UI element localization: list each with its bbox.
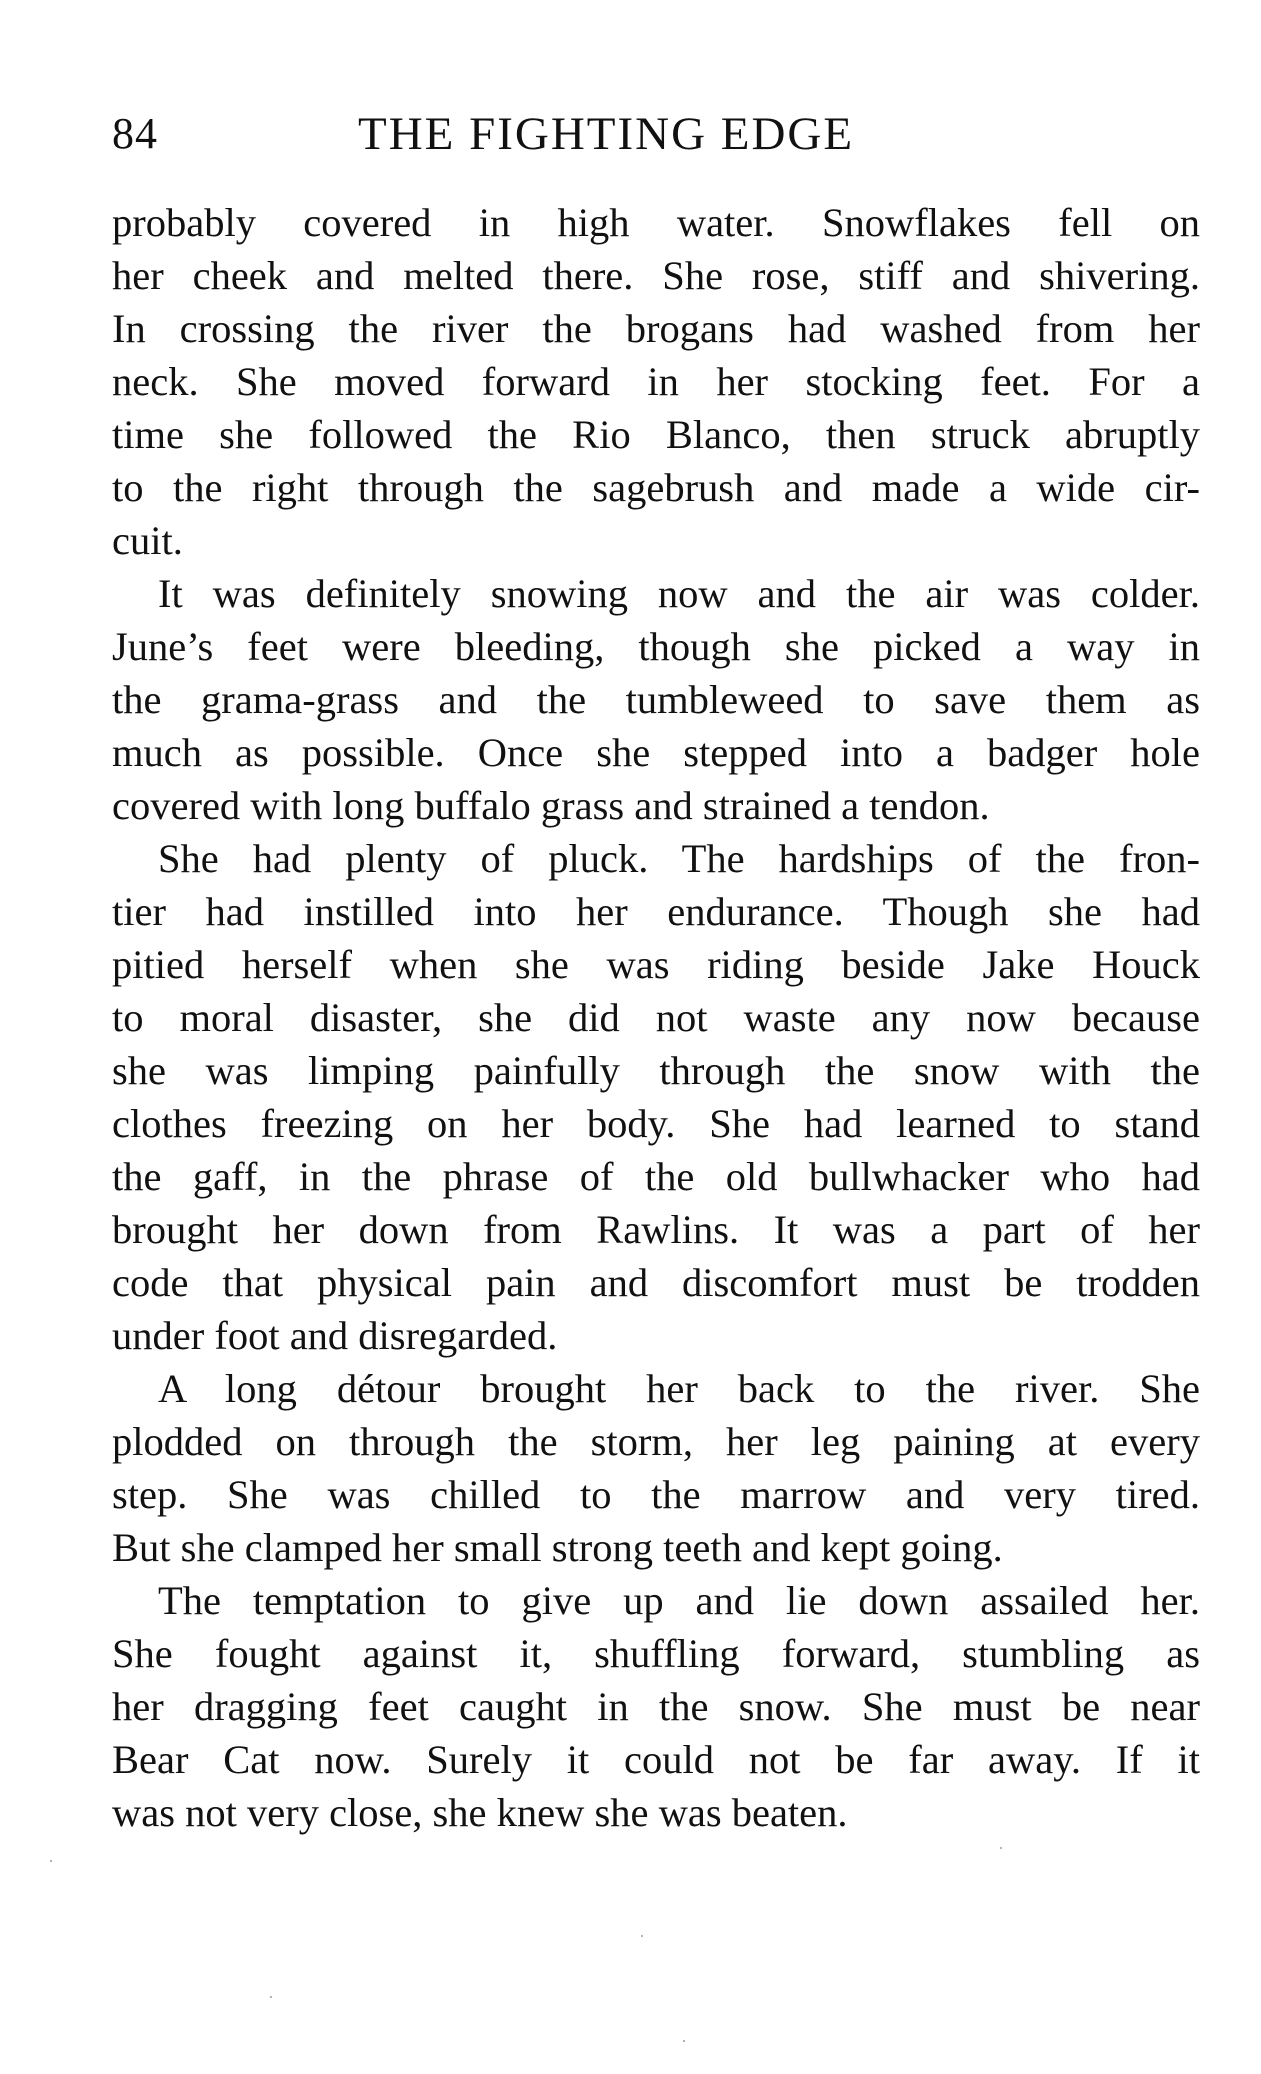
text-line: It was definitely snowing now and the air was colder. — [158, 571, 1200, 616]
text-line: probably covered in high water. Snowflakes fell on — [112, 200, 1200, 245]
text-line: to moral disaster, she did not waste any now because — [112, 995, 1200, 1040]
text-line: In crossing the river the brogans had washed from her — [112, 306, 1200, 351]
text-line: her dragging feet caught in the snow. She must be near — [112, 1684, 1200, 1729]
text-line: plodded on through the storm, her leg paining at every — [112, 1419, 1200, 1464]
body-text — [112, 196, 1200, 1839]
text-line: covered with long buffalo grass and strained a tendon. — [112, 783, 990, 828]
text-line: step. She was chilled to the marrow and very tired. — [112, 1472, 1200, 1517]
paper-speck — [683, 2040, 685, 2042]
text-line: her cheek and melted there. She rose, stiff and shivering. — [112, 253, 1200, 298]
text-line: tier had instilled into her endurance. Though she had — [112, 889, 1200, 934]
text-line: time she followed the Rio Blanco, then struck abruptly — [112, 412, 1200, 457]
paper-speck — [270, 1996, 272, 1998]
text-line: code that physical pain and discomfort must be trodden — [112, 1260, 1200, 1305]
paper-speck — [1000, 1847, 1002, 1849]
text-line: the gaff, in the phrase of the old bullwhacker who had — [112, 1154, 1200, 1199]
running-title: THE FIGHTING EDGE — [358, 108, 855, 160]
text-line: much as possible. Once she stepped into a badger hole — [112, 730, 1200, 775]
text-line: She had plenty of pluck. The hardships of the fron- — [158, 836, 1200, 881]
text-line: cuit. — [112, 518, 183, 563]
running-head — [112, 104, 1200, 164]
text-line: she was limping painfully through the snow with the — [112, 1048, 1200, 1093]
text-line: under foot and disregarded. — [112, 1313, 558, 1358]
page-number: 84 — [112, 109, 158, 158]
text-line: clothes freezing on her body. She had learned to stand — [112, 1101, 1200, 1146]
text-line: brought her down from Rawlins. It was a part of her — [112, 1207, 1200, 1252]
text-line: June’s feet were bleeding, though she picked a way in — [112, 624, 1200, 669]
text-line: neck. She moved forward in her stocking feet. For a — [112, 359, 1200, 404]
text-line: She fought against it, shuffling forward, stumbling as — [112, 1631, 1200, 1676]
text-line: pitied herself when she was riding beside Jake Houck — [112, 942, 1200, 987]
text-line: But she clamped her small strong teeth and kept going. — [112, 1525, 1003, 1570]
text-line: The temptation to give up and lie down assailed her. — [158, 1578, 1200, 1623]
text-line: to the right through the sagebrush and made a wide cir- — [112, 465, 1200, 510]
text-line: A long détour brought her back to the river. She — [158, 1366, 1200, 1411]
paper-speck — [641, 1935, 643, 1937]
text-line: the grama-grass and the tumbleweed to save them as — [112, 677, 1200, 722]
text-line: Bear Cat now. Surely it could not be far away. If it — [112, 1737, 1200, 1782]
paper-speck — [50, 1860, 52, 1862]
text-line: was not very close, she knew she was beaten. — [112, 1790, 848, 1835]
